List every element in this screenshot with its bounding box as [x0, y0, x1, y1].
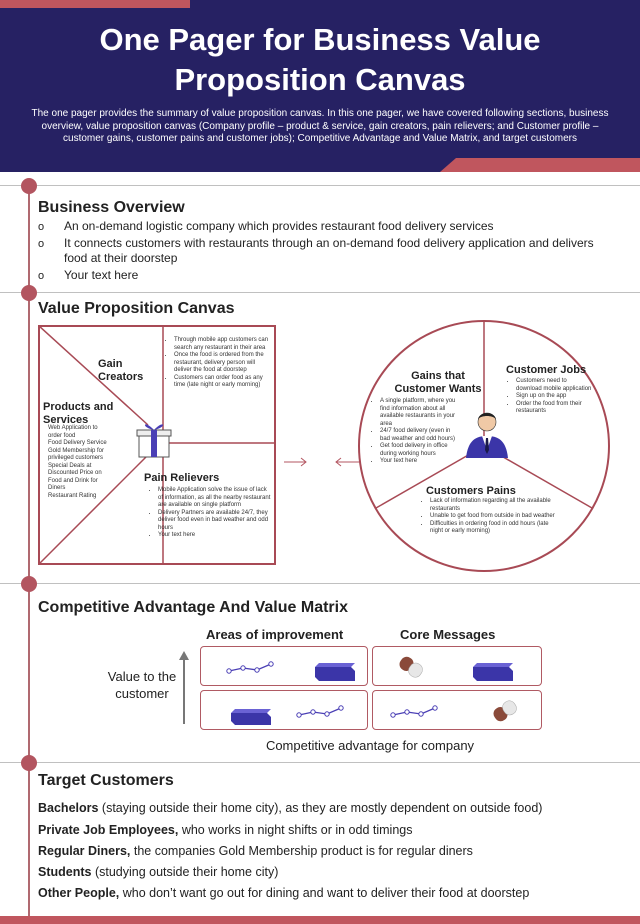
business-overview-title: Business Overview	[38, 199, 185, 216]
gift-icon	[136, 419, 172, 459]
capsule-icon	[373, 647, 543, 687]
target-item	[38, 801, 618, 816]
target-item	[38, 886, 618, 901]
list-item: • Web Application to order food	[48, 425, 108, 440]
target-item-text: (staying outside their home city), as they are mostly dependent on outside food)	[98, 801, 543, 815]
divider-1	[0, 185, 640, 186]
list-item: • Gold Membership for privileged customers	[48, 448, 108, 463]
divider-3	[0, 583, 640, 584]
gain-creators-heading: Gain Creators	[98, 358, 144, 383]
pain-relievers-list	[150, 487, 272, 540]
target-item-bold: Regular Diners,	[38, 844, 131, 858]
list-item	[38, 219, 598, 235]
value-map-square	[38, 325, 276, 565]
list-item: • Difficulties in ordering food in odd hours (late night or early morning)	[430, 521, 562, 536]
list-item: • Order the food from their restaurants	[516, 401, 594, 416]
list-item: • Lack of information regarding all the available restaurants	[430, 498, 562, 513]
matrix-title: Competitive Advantage And Value Matrix	[38, 599, 348, 616]
header-accent-top	[0, 0, 190, 8]
header-banner	[0, 0, 640, 172]
list-item: • Through mobile app customers can search any restaurant in their area	[174, 337, 274, 352]
list-item	[38, 268, 598, 284]
list-item: • Special Deals at Discounted Price on Food and Drink for Diners	[48, 463, 108, 493]
list-item: • Once the food is ordered from the restaurant, delivery person will deliver the food at doorstep	[174, 352, 274, 375]
list-item: • Sign up on the app	[516, 393, 594, 401]
list-item: • Get food delivery in office during working hours	[380, 443, 460, 458]
up-arrow-icon	[178, 650, 190, 726]
matrix-cell-bl	[200, 690, 368, 730]
matrix-y-label: Value to the customer	[107, 669, 177, 701]
list-item: • A single platform, where you find information about all available restaurants in your area	[380, 398, 460, 428]
matrix-cell-br	[372, 690, 542, 730]
jobs-list	[508, 378, 594, 416]
timeline-dot-3	[21, 576, 37, 592]
gains-list	[372, 398, 460, 466]
list-item: • Your text here	[158, 532, 272, 540]
list-item: • 24/7 food delivery (even in bad weather and odd hours)	[380, 428, 460, 443]
overview-text: Your text here	[64, 267, 139, 282]
target-item	[38, 844, 618, 859]
target-item-text: the companies Gold Membership product is for regular diners	[130, 844, 473, 858]
list-item: • Customers need to download mobile application	[516, 378, 594, 393]
page-subtitle: The one pager provides the summary of value proposition canvas. In this one pager, we have covered following sections, business overview, value proposition canvas (Company profile – product & service, gain creators, pain relievers; and Customer profile – customer gains, customer pains and customer jobs); Competitive Advantage and Value Matrix, and target customers	[31, 108, 609, 144]
target-item-bold: Other People,	[38, 886, 120, 900]
list-item: • Customers can order food as any time (late night or early morning)	[174, 375, 274, 390]
matrix-cell-tl	[200, 646, 368, 686]
divider-2	[0, 292, 640, 293]
overview-text: It connects customers with restaurants through an on-demand food delivery application and delivers food at their doorstep	[64, 235, 594, 265]
matrix-x-caption: Competitive advantage for company	[265, 738, 475, 753]
bullet-marker: o	[38, 221, 45, 233]
jobs-heading: Customer Jobs	[506, 364, 587, 376]
customer-profile-circle	[356, 318, 612, 574]
bullet-marker: o	[38, 269, 45, 282]
business-overview-list	[38, 219, 598, 284]
title-line-1: One Pager for Business Value	[99, 22, 541, 57]
pains-heading: Customers Pains	[426, 485, 516, 497]
target-item-text: who works in night shifts or in odd timings	[178, 823, 413, 837]
timeline-dot-1	[21, 178, 37, 194]
arrows	[282, 456, 362, 468]
block-icon	[201, 691, 369, 731]
list-item: • Mobile Application solve the issue of lack of information, as all the nearby restaurant are available on single platform	[158, 487, 272, 510]
line-chart-capsule-icon	[373, 691, 543, 731]
list-item: • Food Delivery Service	[48, 440, 108, 448]
target-item-text: who don’t want go out for dining and want to deliver their food at doorstep	[119, 886, 530, 900]
timeline-dot-2	[21, 285, 37, 301]
products-heading: Products and Services	[43, 401, 114, 426]
page-title	[20, 20, 620, 100]
list-item: • Unable to get food from outside in bad weather	[430, 513, 562, 521]
target-item-bold: Private Job Employees,	[38, 823, 179, 837]
title-line-2: Proposition Canvas	[174, 62, 466, 97]
pains-list	[422, 498, 562, 536]
line-chart-icon	[201, 647, 369, 687]
gains-heading: Gains that Customer Wants	[394, 370, 482, 395]
target-title: Target Customers	[38, 772, 174, 789]
list-item: • Restaurant Rating	[48, 493, 108, 501]
target-item-bold: Students	[38, 865, 92, 879]
list-item: • Delivery Partners are available 24/7, they deliver food even in bad weather and odd hours	[158, 510, 272, 533]
header-accent-bottom	[440, 158, 640, 172]
gain-creators-list	[166, 337, 274, 390]
target-item-bold: Bachelors	[38, 801, 99, 815]
matrix-cell-tr	[372, 646, 542, 686]
products-list	[40, 425, 108, 500]
pain-relievers-heading: Pain Relievers	[144, 472, 220, 484]
timeline-dot-4	[21, 755, 37, 771]
matrix-col-improvement: Areas of improvement	[206, 627, 344, 642]
list-item	[38, 236, 598, 267]
target-item	[38, 823, 618, 838]
bullet-marker: o	[38, 237, 45, 250]
list-item: • Your text here	[380, 458, 460, 466]
vpc-title: Value Proposition Canvas	[38, 300, 235, 317]
target-item-text: (studying outside their home city)	[91, 865, 279, 879]
target-item	[38, 865, 618, 880]
footer-bar	[0, 916, 640, 924]
overview-text: An on-demand logistic company which provides restaurant food delivery services	[64, 219, 494, 233]
divider-4	[0, 762, 640, 763]
matrix-col-core: Core Messages	[400, 627, 496, 642]
customer-avatar-icon	[462, 410, 512, 460]
